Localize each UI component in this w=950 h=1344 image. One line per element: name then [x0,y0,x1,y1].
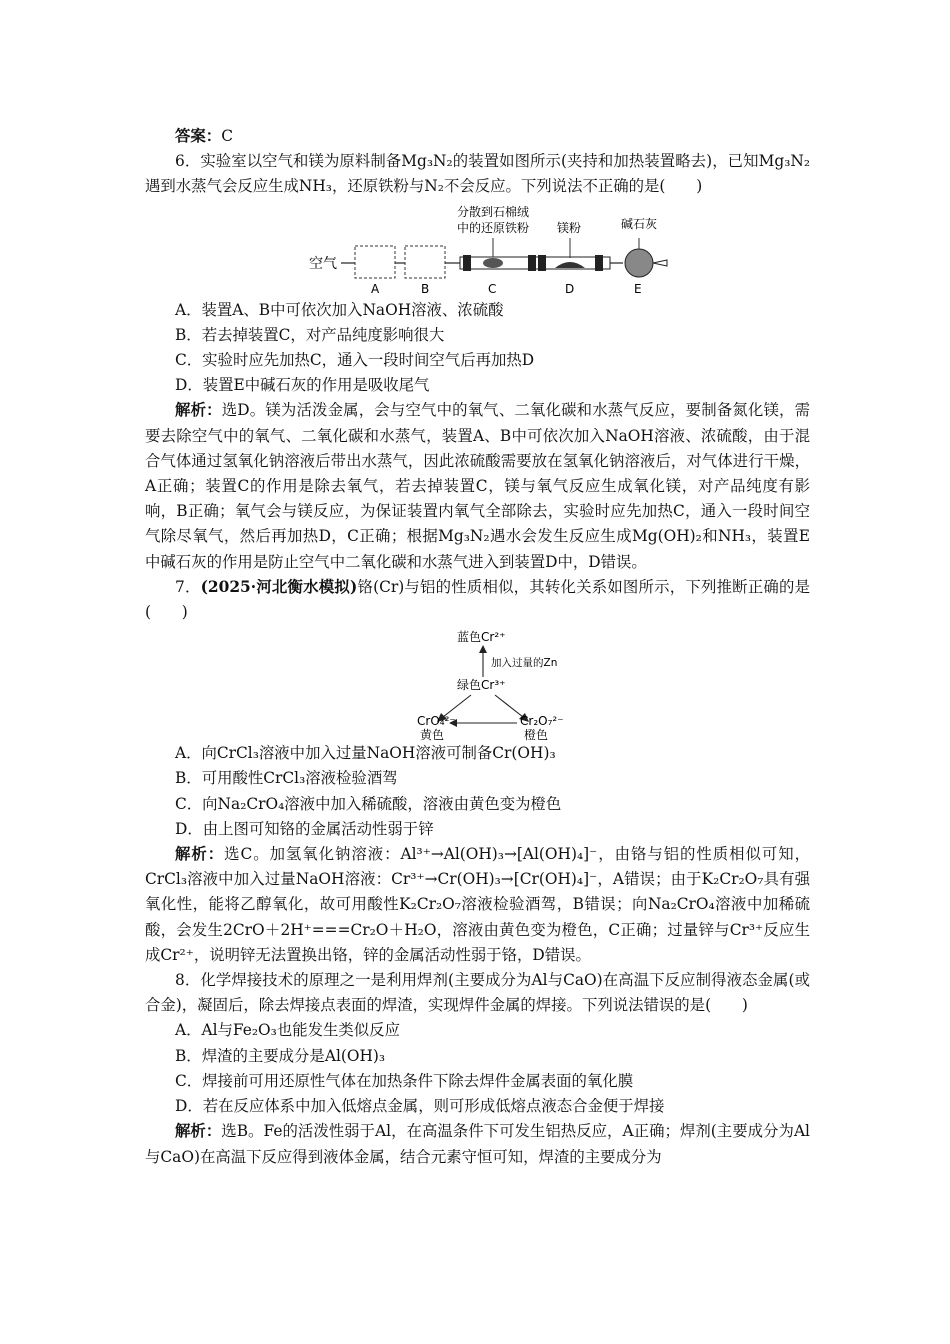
cro4-label: CrO₄²⁻ [417,714,456,729]
q7-option-d: D．由上图可知铬的金属活动性弱于锌 [175,819,434,838]
e-note: 碱石灰 [621,216,658,231]
c-note-line1: 分散到石棉绒 [457,204,530,219]
orange-label: 橙色 [524,728,549,742]
q8-analysis: 解析：选B。Fe的活泼性弱于Al，在高温条件下可发生铝热反应，A正确；焊剂(主要成分为Al与CaO)在高温下反应得到液体金属，结合元素守恒可知，焊渣的主要成分为 [145,1122,810,1166]
arrow-right-line [495,695,523,717]
cr2-label: 蓝色Cr²⁺ [457,630,506,645]
question-6-stem: 6．实验室以空气和镁为原料制备Mg₃N₂的装置如图所示(夹持和加热装置略去)，已知Mg₃N₂遇到水蒸气会反应生成NH₃，还原铁粉与N₂不会反应。下列说法不正确的是( ) [145,152,810,196]
stopper-1 [463,255,471,271]
q6-option-b: B．若去掉装置C，对产品纯度影响很大 [175,325,445,344]
q8-option-c: C．焊接前可用还原性气体在加热条件下除去焊件金属表面的氧化膜 [175,1071,634,1090]
bulb-outlet [653,260,667,266]
q6-analysis: 解析：选D。镁为活泼金属，会与空气中的氧气、二氧化碳和水蒸气反应，要制备氮化镁，需要去除空气中的氧气、二氧化碳和水蒸气，装置A、B中可依次加入NaOH溶液、浓硫酸，由于混合气体通过氢氧化钠溶液后带出水蒸气，因此浓硫酸需要放在氢氧化钠溶液后，对气体进行干燥，A正确；装置C的作用是除去氧气，若去掉装置C，镁与氧气反应生成氧化镁，对产品纯度有影响，B正确；氧气会与镁反应，为保证装置内氧气全部除去，实验时应先加热C，通入一段时间空气除尽氧气，然后再加热D，C正确；根据Mg₃N₂遇水会发生反应生成Mg(OH)₂和NH₃，装置E中碱石灰的作用是防止空气中二氧化碳和水蒸气进入到装置D中，D错误。 [145,401,810,571]
chromium-svg [145,625,810,741]
air-label: 空气 [309,255,337,272]
apparatus-svg [145,200,810,298]
stopper-2 [528,255,536,271]
label-d: D [565,281,575,296]
label-e: E [634,281,642,296]
iron-powder-mark [483,258,503,268]
label-b: B [421,281,430,296]
answer-line: 答案：C [175,127,233,145]
q8-option-a: A．Al与Fe₂O₃也能发生类似反应 [175,1021,400,1040]
cr2o7-label: Cr₂O₇²⁻ [520,714,564,729]
q7-analysis: 解析：选C。加氢氧化钠溶液：Al³⁺→Al(OH)₃→[Al(OH)₄]⁻，由铬与铝的性质相似可知，CrCl₃溶液中加入过量NaOH溶液：Cr³⁺→Cr(OH)₃→[Cr(OH)₄]⁻，A错误；由于K₂Cr₂O₇具有强氧化性，能将乙醇氧化，故可用酸性K₂Cr₂O₇溶液检验酒驾，B错误；向Na₂CrO₄溶液中加稀硫酸，会发生2CrO＋2H⁺===Cr₂O＋H₂O，溶液由黄色变为橙色，C正确；过量锌与Cr³⁺反应生成Cr²⁺，说明锌无法置换出铬，锌的金属活动性弱于铬，D错误。 [145,845,810,964]
q7-option-a: A．向CrCl₃溶液中加入过量NaOH溶液可制备Cr(OH)₃ [175,744,556,763]
question-7-stem: 7．(2025·河北衡水模拟)铬(Cr)与铝的性质相似，其转化关系如图所示，下列推断正确的是( ) [145,577,810,622]
zn-note: 加入过量的Zn [491,657,558,670]
q6-option-c: C．实验时应先加热C，通入一段时间空气后再加热D [175,351,535,370]
device-a-box [355,246,395,278]
cr3-label: 绿色Cr³⁺ [457,678,506,693]
device-b-box [405,246,445,278]
yellow-label: 黄色 [420,728,445,742]
chromium-conversion-diagram [145,625,810,741]
stopper-3 [538,255,546,271]
stopper-4 [595,255,603,271]
label-c: C [488,281,497,296]
document-page [145,124,810,1170]
q6-option-d: D．装置E中碱石灰的作用是吸收尾气 [175,376,430,395]
q7-option-c: C．向Na₂CrO₄溶液中加入稀硫酸，溶液由黄色变为橙色 [175,794,562,813]
soda-lime-bulb [625,249,653,277]
c-note-line2: 中的还原铁粉 [457,220,530,235]
d-note: 镁粉 [557,220,582,235]
question-8-stem: 8．化学焊接技术的原理之一是利用焊剂(主要成分为Al与CaO)在高温下反应制得液态金属(或合金)，凝固后，除去焊接点表面的焊渣，实现焊件金属的焊接。下列说法错误的是( ) [145,971,810,1015]
apparatus-diagram [145,200,810,298]
q6-option-a: A．装置A、B中可依次加入NaOH溶液、浓硫酸 [175,300,504,319]
q7-option-b: B．可用酸性CrCl₃溶液检验酒驾 [175,769,398,788]
arrow-up-head [479,645,487,653]
label-a: A [371,281,380,296]
q8-option-b: B．焊渣的主要成分是Al(OH)₃ [175,1046,386,1065]
q8-option-d: D．若在反应体系中加入低熔点金属，则可形成低熔点液态合金便于焊接 [175,1097,665,1116]
